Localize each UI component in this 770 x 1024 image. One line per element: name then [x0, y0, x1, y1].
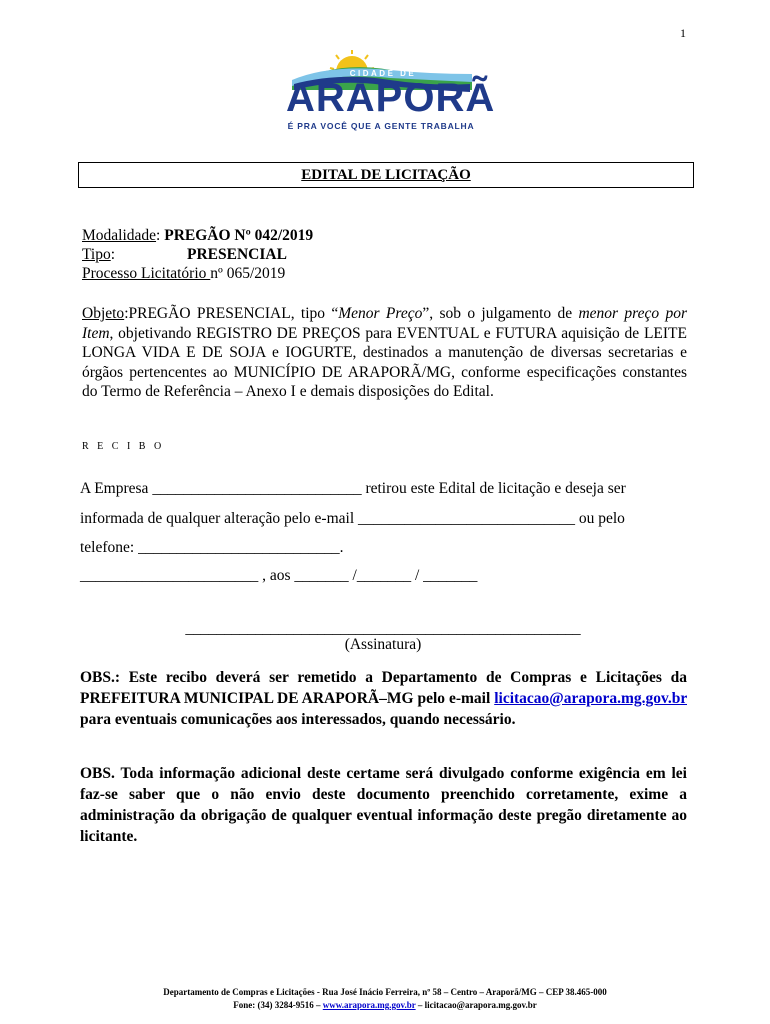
objeto-label: Objeto [82, 305, 125, 322]
footer-contact [100, 999, 670, 1012]
recibo-label: R E C I B O [82, 441, 165, 452]
processo-label: Processo Licitatório [82, 265, 211, 282]
recibo-line-2: informada de qualquer alteração pelo e-mail ____________________________ ou pelo [80, 510, 625, 527]
document-title: EDITAL DE LICITAÇÃO [301, 167, 471, 183]
modalidade-value: PREGÃO Nº 042/2019 [164, 227, 314, 244]
objeto-italic-1: Menor Preço [338, 305, 423, 322]
obs-recibo-text-1: OBS.: Este recibo deverá ser remetido a Departamento de Compras e Licitações da PREFEITURA MUNICIPAL DE ARAPORÃ–MG pelo e-mail [80, 669, 687, 707]
recibo-line-3: telefone: __________________________. [80, 539, 344, 556]
obs-info-paragraph: OBS. Toda informação adicional deste certame será divulgado conforme exigência em lei faz-se saber que o não envio deste documento preenchido corretamente, exime a administração da obrigação de qualquer eventual informação deste pregão diretamente ao licitante. [80, 765, 687, 845]
tipo-label: Tipo [82, 246, 111, 263]
objeto-text-1: PREGÃO PRESENCIAL, tipo “ [128, 305, 339, 322]
logo-name: ARAPORÃ [286, 76, 496, 120]
recibo-line-4: _______________________ , aos _______ /_______ / _______ [80, 567, 478, 584]
city-logo [280, 50, 496, 140]
objeto-text-3: , objetivando REGISTRO DE PREÇOS para EVENTUAL e FUTURA aquisição de LEITE LONGA VIDA E DE SOJA e IOGURTE, destinados a manutenção de diversas secretarias e órgãos pertencentes ao MUNICÍPIO DE ARAPORÃ/MG, conforme especificações constantes do Termo de Referência – Anexo I e demais disposições do Edital. [82, 324, 687, 400]
obs-recibo-paragraph [80, 667, 687, 730]
processo-value: nº 065/2019 [210, 265, 286, 282]
obs-email-link[interactable]: licitacao@arapora.mg.gov.br [494, 690, 687, 707]
modalidade-line: Modalidade: PREGÃO Nº 042/2019 [82, 227, 314, 244]
footer [100, 986, 670, 1012]
footer-email: – licitacao@arapora.mg.gov.br [415, 1000, 537, 1010]
logo-slogan: É PRA VOCÊ QUE A GENTE TRABALHA [287, 121, 475, 131]
recibo-line-1: A Empresa ___________________________ retirou este Edital de licitação e deseja ser [80, 480, 626, 497]
objeto-italic-2: menor preço por Item [82, 305, 687, 342]
modalidade-label: Modalidade [82, 227, 157, 244]
footer-address: Departamento de Compras e Licitações - Rua José Inácio Ferreira, nº 58 – Centro – Araporã/MG – CEP 38.465-000 [163, 987, 607, 997]
obs-recibo-text-2: para eventuais comunicações aos interessados, quando necessário. [80, 711, 516, 728]
signature-caption: (Assinatura) [344, 636, 422, 653]
logo-city-label: CIDADE DE [349, 69, 417, 78]
objeto-text-2: ”, sob o julgamento de [422, 305, 579, 322]
page-number: 1 [680, 26, 686, 40]
tipo-line: Tipo: PRESENCIAL [82, 246, 287, 263]
processo-line [82, 264, 285, 284]
title-box [78, 162, 694, 188]
objeto-paragraph: Objeto:PREGÃO PRESENCIAL, tipo “Menor Preço”, sob o julgamento de menor preço por Item, objetivando REGISTRO DE PREÇOS para EVENTUAL e FUTURA aquisição de LEITE LONGA VIDA E DE SOJA e IOGURTE, destinados a manutenção de diversas secretarias e órgãos pertencentes ao MUNICÍPIO DE ARAPORÃ/MG, conforme especificações constantes do Termo de Referência – Anexo I e demais disposições do Edital. [82, 305, 687, 400]
footer-website-link[interactable]: www.arapora.mg.gov.br [322, 1000, 416, 1010]
tipo-value: PRESENCIAL [187, 246, 287, 263]
footer-phone: Fone: (34) 3284-9516 – [233, 1000, 323, 1010]
signature-line: ___________________________________________________ [185, 620, 581, 637]
